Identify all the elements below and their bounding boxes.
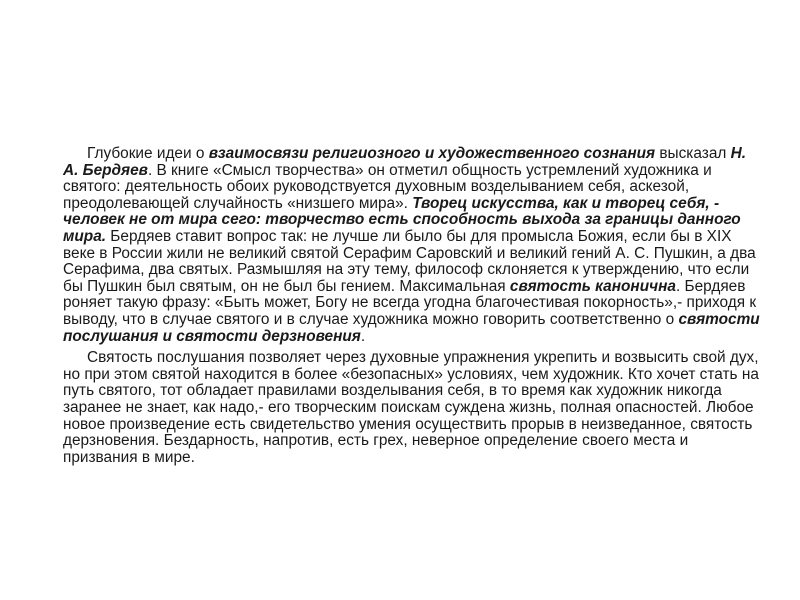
text-block [63,146,765,466]
text-span: высказал [655,145,731,162]
emphasis-text: святость канонична [509,277,676,295]
text-span: Святость послушания позволяет через духовные упражнения укрепить и возвысить свой дух, но при этом святой находится в более «безопасных» условиях, чем художник. Кто хочет стать на путь святого, тот обладает правилами возделывания себя, в то время как художник никогда заранее не знает, как надо,- его творческим поискам суждена жизнь, полная опасностей. Любое новое произведение есть свидетельство умения осуществить прорыв в неизведанное, святость дерзновения. Бездарность, напротив, есть грех, неверное определение своего места и призвания в мире. [63,349,759,466]
author-name: Н. А. Бердяев [63,145,747,179]
emphasis-text: святости послушания и святости дерзновения [63,310,760,345]
text-span: Бердяев ставит вопрос так: не лучше ли было бы для промысла Божия, если бы в XIX веке в России жили не великий святой Серафим Саровский и великий гений А. С. Пушкин, а два Серафима, два святых. Размышляя на эту тему, философ склоняется к утверждению, что если бы Пушкин был святым, он не был бы гением. Максимальная [63,227,756,295]
emphasis-text: взаимосвязи религиозного и художественного сознания [208,145,656,162]
text-span: . [360,327,366,345]
emphasis-text: Творец искусства, как и творец себя, - человек не от мира сего: творчество есть способность выхода за границы данного мира. [63,194,741,245]
paragraph-2 [63,350,765,466]
text-span: Глубокие идеи о [87,145,209,162]
text-span: . Бердяев роняет такую фразу: «Быть может, Богу не всегда угодна благочестивая покорность»,- приходя к выводу, что в случае святого и в случае художника можно говорить соответственно о [63,277,757,328]
paragraph-1 [63,146,765,345]
text-span: . В книге «Смысл творчества» он отметил общность устремлений художника и святого: деятельность обоих руководствуется духовным возделыванием себя, аскезой, преодолевающей случайность «низшего мира». [63,161,712,212]
